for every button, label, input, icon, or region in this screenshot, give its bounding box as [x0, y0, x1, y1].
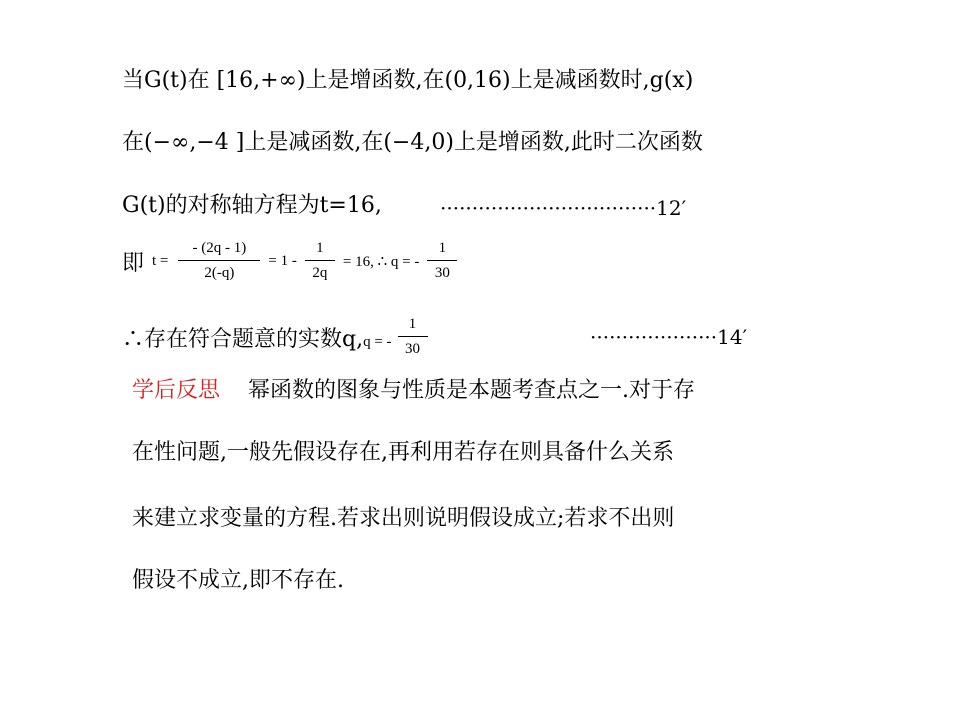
fraction-1-denominator: 2(-q)	[178, 260, 260, 282]
fraction-3-denominator: 30	[427, 260, 457, 282]
score-mark-12: ··································12′	[440, 196, 687, 220]
conclusion-fraction	[398, 316, 428, 358]
equation-lead: 即	[122, 250, 145, 276]
reflection-line-1	[132, 380, 695, 402]
fraction-1-numerator: - (2q - 1)	[192, 240, 247, 256]
conclusion-text: ∴存在符合题意的实数q,	[122, 326, 364, 352]
score-mark-14: ····················14′	[590, 325, 748, 349]
fraction-1	[178, 240, 260, 282]
conclusion-q: q = -	[363, 333, 392, 350]
reflection-text-1: 幂函数的图象与性质是本题考查点之一.对于存	[248, 378, 696, 403]
fraction-2	[305, 240, 335, 282]
equation-t: t =	[152, 252, 169, 269]
fraction-2-denominator: 2q	[305, 260, 335, 282]
fraction-3	[427, 240, 457, 282]
fraction-2-numerator: 1	[316, 240, 324, 256]
text-line-2: 在(−∞,−4 ]上是减函数,在(−4,0)上是增函数,此时二次函数	[122, 130, 703, 155]
reflection-line-4: 假设不成立,即不存在.	[132, 568, 344, 593]
text-line-3: G(t)的对称轴方程为t=16,	[122, 193, 382, 218]
equation-mid: = 1 -	[268, 252, 297, 269]
reflection-line-2: 在性问题,一般先假设存在,再利用若存在则具备什么关系	[132, 440, 674, 465]
conclusion-fraction-numerator: 1	[408, 316, 417, 332]
reflection-line-3: 来建立求变量的方程.若求出则说明假设成立;若求不出则	[132, 506, 675, 531]
conclusion-fraction-denominator: 30	[398, 336, 428, 358]
reflection-label: 学后反思	[132, 378, 221, 403]
conclusion-line	[122, 316, 432, 358]
text-line-1: 当G(t)在 [16,+∞)上是增函数,在(0,16)上是减函数时,g(x)	[122, 68, 694, 93]
equation-line	[122, 240, 461, 282]
equation-after: = 16, ∴ q = -	[342, 253, 420, 270]
fraction-3-numerator: 1	[438, 240, 447, 256]
